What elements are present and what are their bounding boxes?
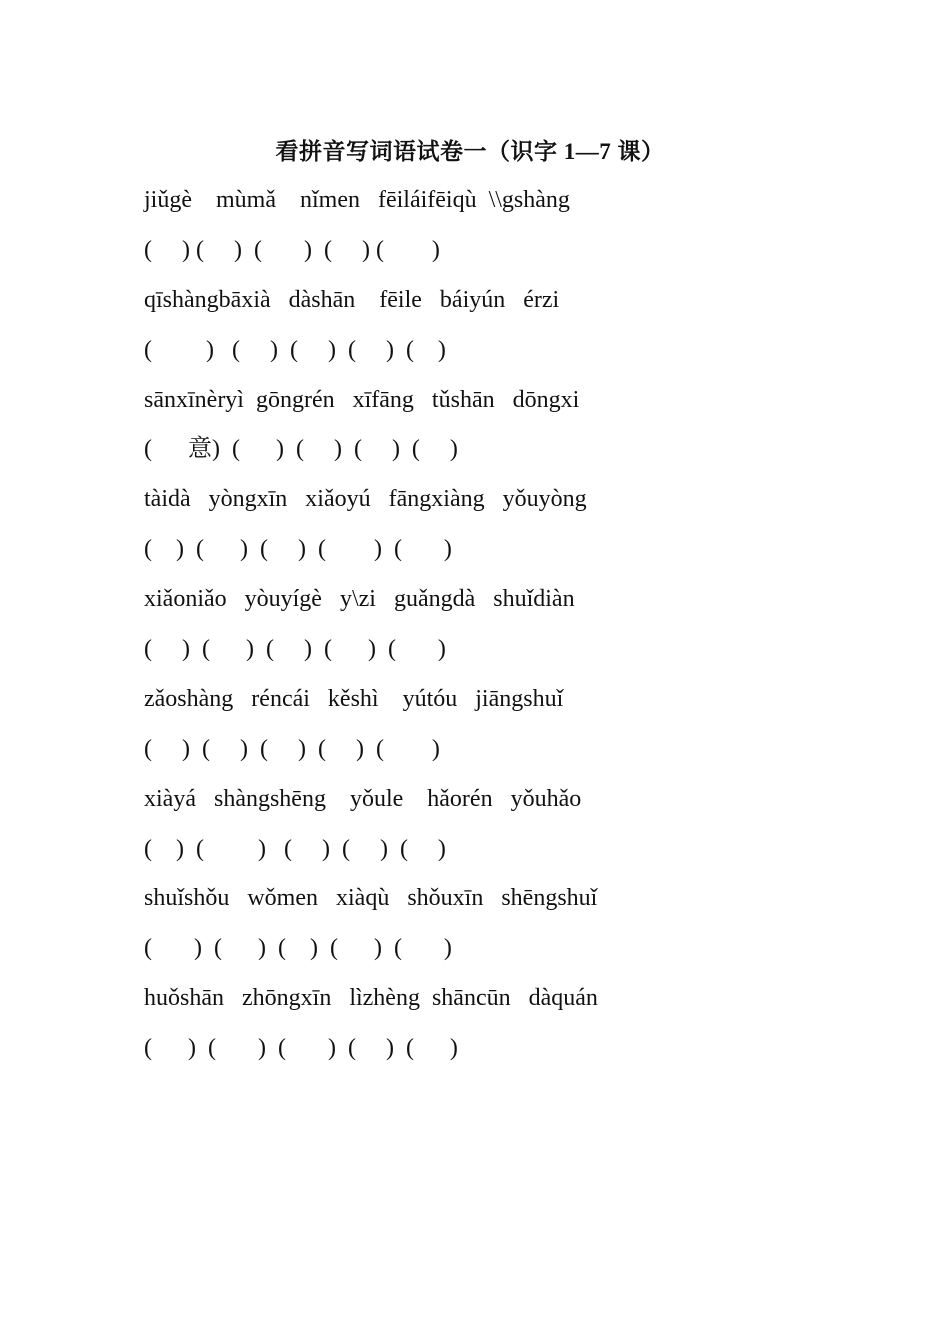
pinyin-line: xiàyá shàngshēng yǒule hǎorén yǒuhǎo xyxy=(144,785,582,812)
answer-bracket-line: ( ) ( ) ( ) ( ) ( ) xyxy=(144,236,440,263)
answer-bracket-line: ( ) ( ) ( ) ( ) ( ) xyxy=(144,935,452,962)
exercise-lines xyxy=(144,180,844,1078)
pinyin-line: shuǐshǒu wǒmen xiàqù shǒuxīn shēngshuǐ xyxy=(144,885,598,912)
pinyin-line: zǎoshàng réncái kěshì yútóu jiāngshuǐ xyxy=(144,685,564,712)
answer-bracket-line: ( ) ( ) ( ) ( ) ( ) xyxy=(144,336,446,363)
pinyin-line: tàidà yòngxīn xiǎoyú fāngxiàng yǒuyòng xyxy=(144,486,587,513)
pinyin-line: jiǔgè mùmǎ nǐmen fēiláifēiqù \\gshàng xyxy=(144,187,570,213)
pinyin-line: huǒshān zhōngxīn lìzhèng shāncūn dàquán xyxy=(144,985,598,1012)
answer-bracket-line: ( ) ( ) ( ) ( ) ( ) xyxy=(144,636,446,663)
pinyin-line: xiǎoniǎo yòuyígè y\zi guǎngdà shuǐdiàn xyxy=(144,586,575,613)
pinyin-line: qīshàngbāxià dàshān fēile báiyún érzi xyxy=(144,286,560,313)
answer-bracket-line: ( ) ( ) ( ) ( ) ( ) xyxy=(144,835,446,862)
pinyin-line: sānxīnèryì gōngrén xīfāng tǔshān dōngxi xyxy=(144,386,580,413)
answer-bracket-line: ( 意) ( ) ( ) ( ) ( ) xyxy=(144,436,458,463)
answer-bracket-line: ( ) ( ) ( ) ( ) ( ) xyxy=(144,1035,458,1062)
answer-bracket-line: ( ) ( ) ( ) ( ) ( ) xyxy=(144,536,452,563)
worksheet-title: 看拼音写词语试卷一（识字 1—7 课） xyxy=(275,139,665,164)
answer-bracket-line: ( ) ( ) ( ) ( ) ( ) xyxy=(144,735,440,762)
